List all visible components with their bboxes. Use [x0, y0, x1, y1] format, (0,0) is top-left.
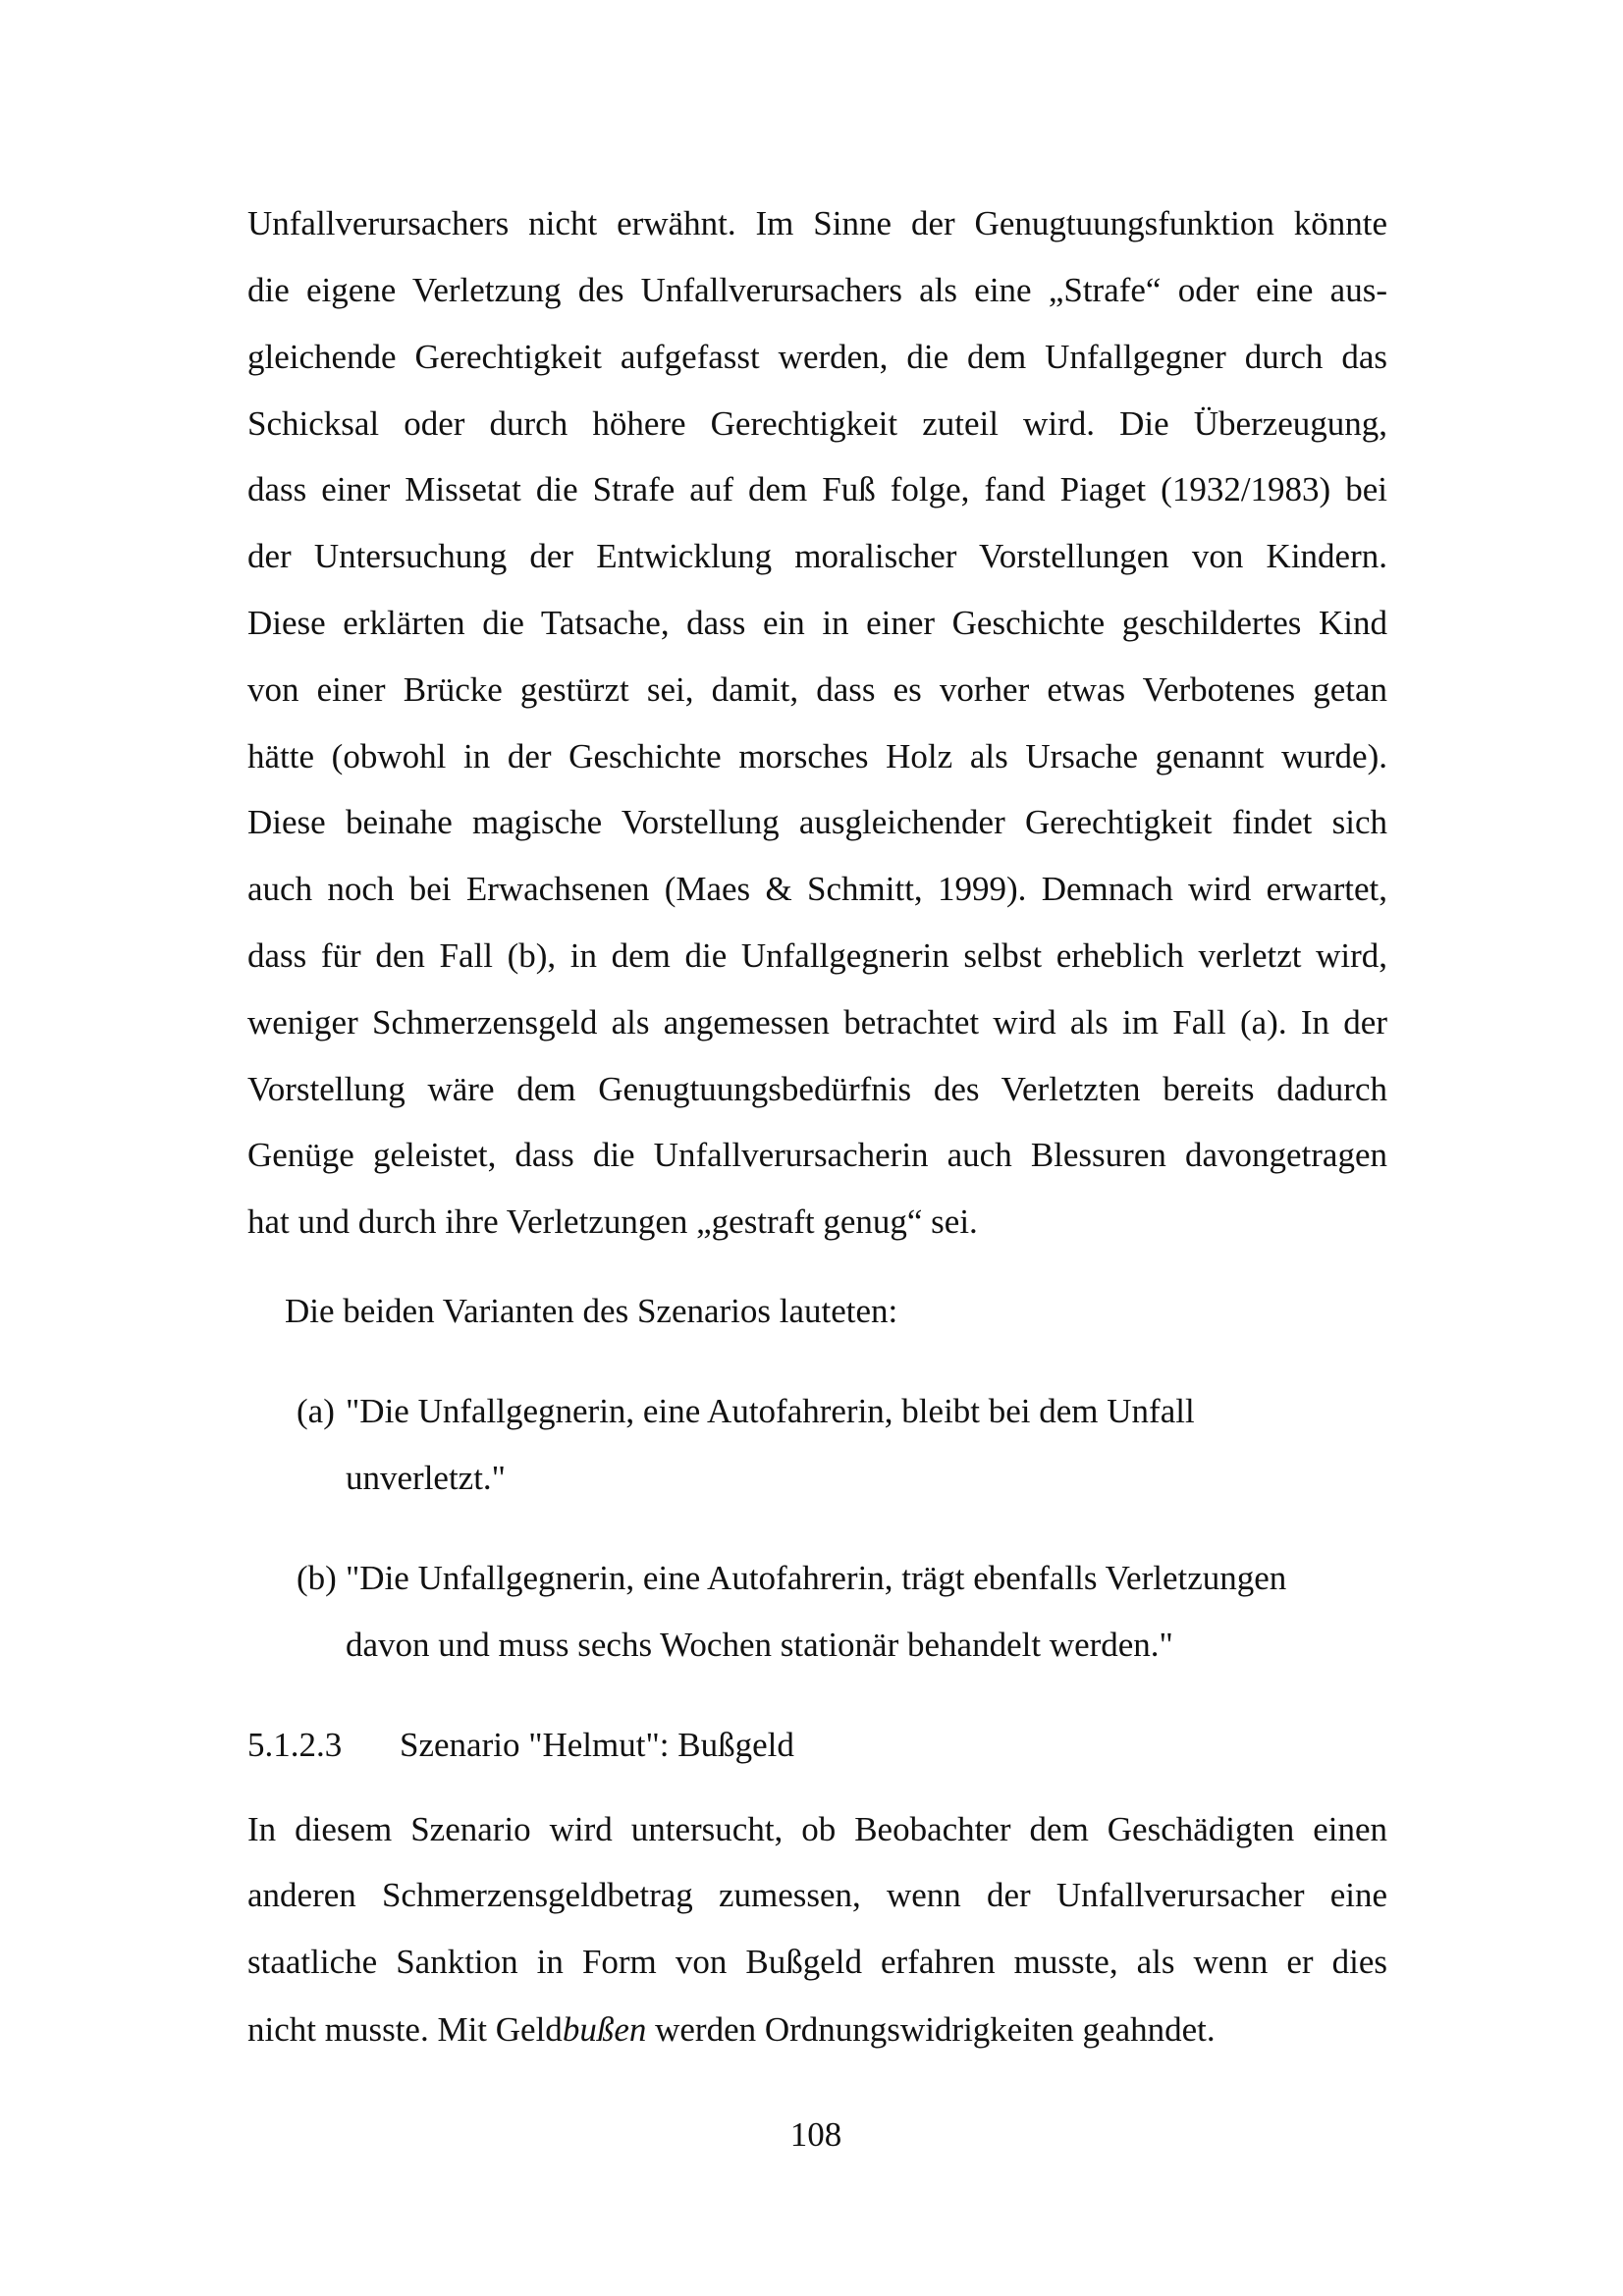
page-number: 108 [789, 2115, 842, 2154]
text-line: staatliche Sanktion in Form von Bußgeld erfahren musste, als wenn er dies [247, 1943, 1387, 1981]
text-line: gleichende Gerechtigkeit aufgefasst werden, die dem Unfallgegner durch das [247, 338, 1387, 376]
text-line: Schicksal oder durch höhere Gerechtigkeit zuteil wird. Die Überzeugung, [247, 404, 1387, 443]
section-title: Szenario "Helmut": Bußgeld [400, 1726, 794, 1764]
text-segment: werden Ordnungswidrigkeiten geahndet. [646, 2010, 1216, 2049]
variant-text: davon und muss sechs Wochen stationär behandelt werden." [346, 1626, 1173, 1664]
intro-line: Die beiden Varianten des Szenarios lauteten: [285, 1292, 898, 1330]
text-line: der Untersuchung der Entwicklung moralischer Vorstellungen von Kindern. [247, 537, 1387, 575]
text-line: hat und durch ihre Verletzungen „gestraft genug“ sei. [247, 1202, 978, 1241]
variant-label: (a) [297, 1392, 335, 1430]
text-line [247, 1997, 1387, 2063]
text-line: weniger Schmerzensgeld als angemessen betrachtet wird als im Fall (a). In der [247, 1003, 1387, 1041]
text-line: hätte (obwohl in der Geschichte morsches Holz als Ursache genannt wurde). [247, 737, 1387, 775]
variant-label: (b) [297, 1559, 337, 1597]
variant-text: "Die Unfallgegnerin, eine Autofahrerin, bleibt bei dem Unfall [346, 1392, 1195, 1430]
text-line: Diese beinahe magische Vorstellung ausgleichender Gerechtigkeit findet sich [247, 803, 1387, 841]
text-line: von einer Brücke gestürzt sei, damit, dass es vorher etwas Verbotenes getan [247, 670, 1387, 709]
text-line: auch noch bei Erwachsenen (Maes & Schmitt, 1999). Demnach wird erwartet, [247, 870, 1387, 908]
text-line: Diese erklärten die Tatsache, dass ein in einer Geschichte geschildertes Kind [247, 604, 1387, 642]
italic-segment: bußen [562, 2010, 647, 2049]
variant-text: "Die Unfallgegnerin, eine Autofahrerin, trägt ebenfalls Verletzungen [346, 1559, 1287, 1597]
text-line: dass für den Fall (b), in dem die Unfallgegnerin selbst erheblich verletzt wird, [247, 936, 1387, 975]
text-line: Genüge geleistet, dass die Unfallverursacherin auch Blessuren davongetragen [247, 1136, 1387, 1174]
text-line: dass einer Missetat die Strafe auf dem Fuß folge, fand Piaget (1932/1983) bei [247, 470, 1387, 508]
text-line: die eigene Verletzung des Unfallverursachers als eine „Strafe“ oder eine aus- [247, 271, 1387, 309]
text-segment: nicht musste. Mit Geld [247, 2010, 563, 2049]
text-line: Vorstellung wäre dem Genugtuungsbedürfnis des Verletzten bereits dadurch [247, 1070, 1387, 1108]
section-number: 5.1.2.3 [247, 1726, 343, 1764]
text-line: In diesem Szenario wird untersucht, ob Beobachter dem Geschädigten einen [247, 1810, 1387, 1848]
text-line: anderen Schmerzensgeldbetrag zumessen, wenn der Unfallverursacher eine [247, 1876, 1387, 1914]
variant-text: unverletzt." [346, 1459, 506, 1497]
text-line: Unfallverursachers nicht erwähnt. Im Sinne der Genugtuungsfunktion könnte [247, 204, 1387, 242]
